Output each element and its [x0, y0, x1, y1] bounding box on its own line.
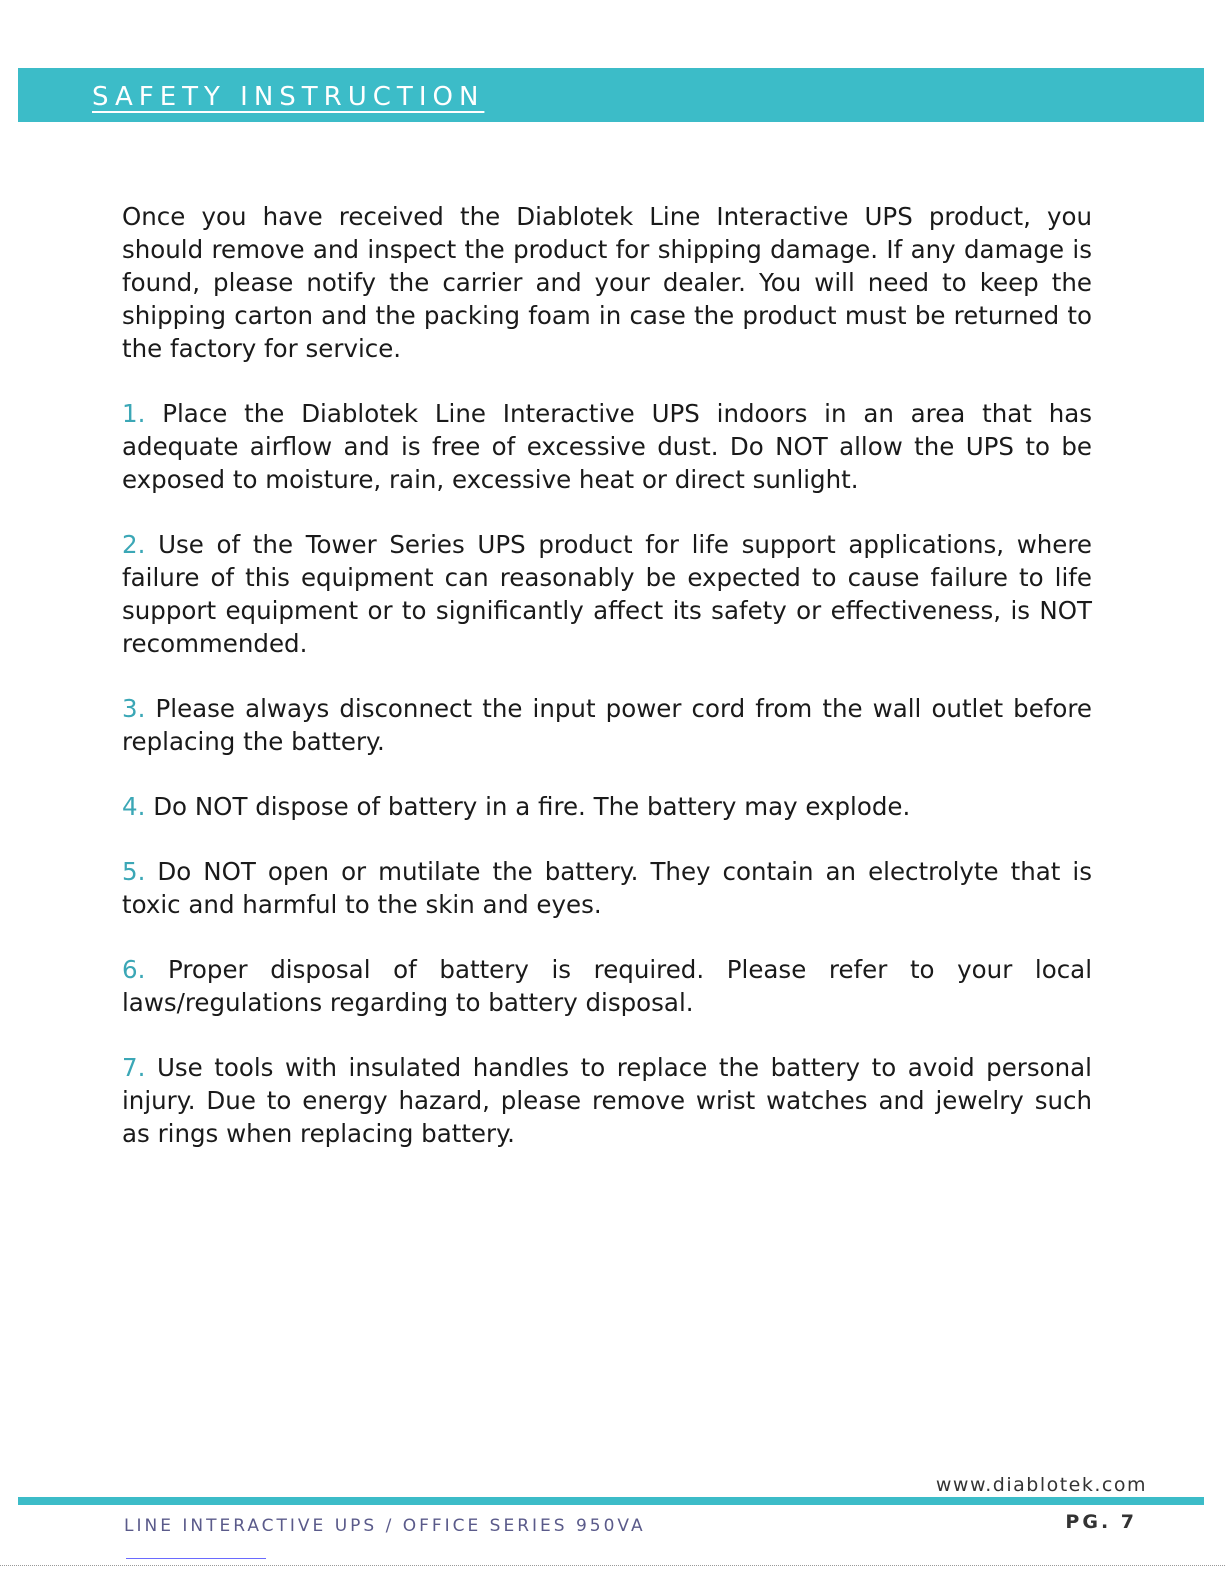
instruction-3 — [122, 692, 1092, 758]
instruction-text: Proper disposal of battery is required. Please refer to your local laws/regulations regarding to battery disposal. — [122, 955, 1092, 1017]
instruction-number: 6. — [122, 955, 146, 984]
instruction-text: Use of the Tower Series UPS product for life support applications, where failure of this equipment can reasonably be expected to cause failure to life support equipment or to significantly affect its safety or effectiveness, is NOT recommended. — [122, 530, 1092, 658]
page-number: PG. 7 — [1065, 1511, 1137, 1533]
bottom-link-underline — [126, 1558, 266, 1559]
instruction-text: Please always disconnect the input power cord from the wall outlet before replacing the battery. — [122, 694, 1092, 756]
safety-content — [122, 200, 1092, 1182]
instruction-number: 7. — [122, 1053, 146, 1082]
header-bar — [18, 68, 1204, 122]
instruction-text: Place the Diablotek Line Interactive UPS indoors in an area that has adequate airflow and is free of excessive dust. Do NOT allow the UPS to be exposed to moisture, rain, excessive heat or direct sunlight. — [122, 399, 1092, 494]
instruction-text: Do NOT open or mutilate the battery. They contain an electrolyte that is toxic and harmful to the skin and eyes. — [122, 857, 1092, 919]
page-title: SAFETY INSTRUCTION — [92, 82, 485, 112]
footer-divider — [18, 1497, 1204, 1505]
instruction-number: 4. — [122, 792, 146, 821]
instruction-7 — [122, 1051, 1092, 1150]
instruction-text: Use tools with insulated handles to replace the battery to avoid personal injury. Due to energy hazard, please remove wrist watches and jewelry such as rings when replacing battery. — [122, 1053, 1092, 1148]
instruction-number: 5. — [122, 857, 146, 886]
instruction-number: 1. — [122, 399, 146, 428]
instruction-6 — [122, 953, 1092, 1019]
instruction-text: Do NOT dispose of battery in a fire. The battery may explode. — [153, 792, 911, 821]
bottom-dotted-border — [0, 1565, 1225, 1566]
footer-product-label: LINE INTERACTIVE UPS / OFFICE SERIES 950VA — [124, 1516, 646, 1536]
instruction-5 — [122, 855, 1092, 921]
intro-paragraph: Once you have received the Diablotek Line Interactive UPS product, you should remove and inspect the product for shipping damage. If any damage is found, please notify the carrier and your dealer. You will need to keep the shipping carton and the packing foam in case the product must be returned to the factory for service. — [122, 202, 1092, 363]
instruction-number: 3. — [122, 694, 146, 723]
instruction-number: 2. — [122, 530, 146, 559]
instruction-4 — [122, 790, 1092, 823]
instruction-2 — [122, 528, 1092, 660]
instruction-1 — [122, 397, 1092, 496]
website-url: www.diablotek.com — [935, 1474, 1147, 1496]
